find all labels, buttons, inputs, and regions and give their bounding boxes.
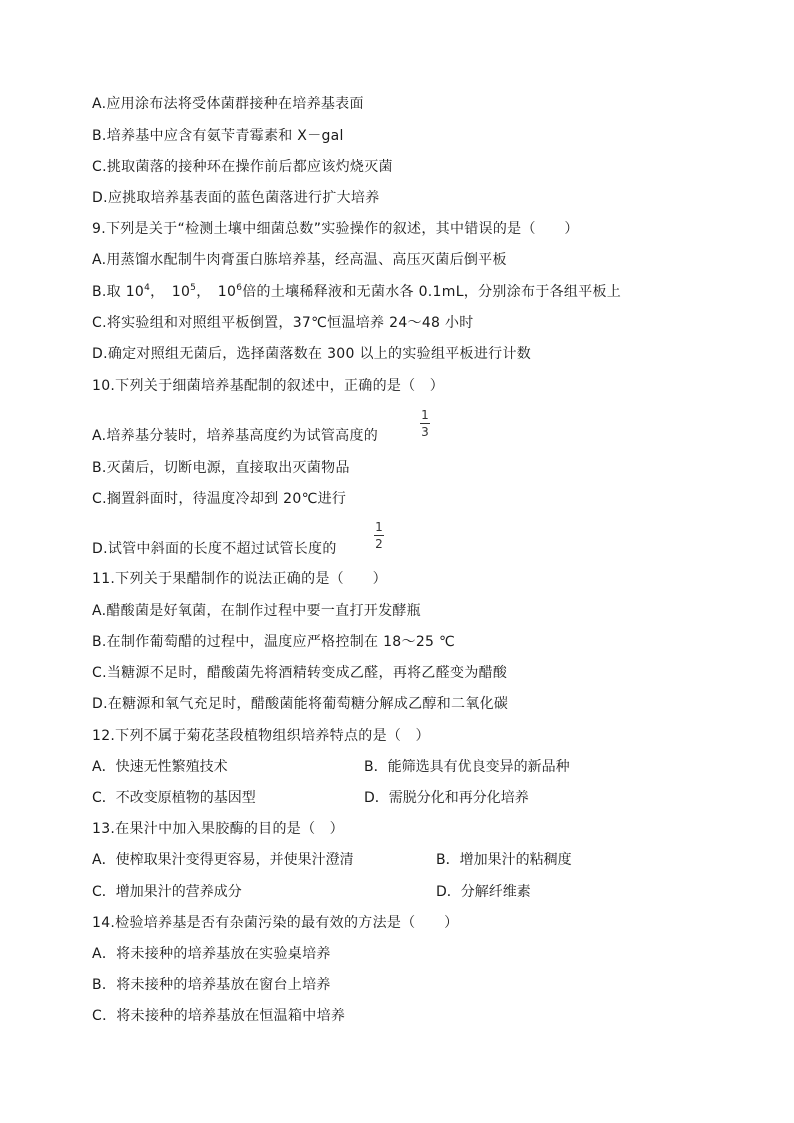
option-12d: D．需脱分化和再分化培养 <box>364 790 529 806</box>
options-13-row2 <box>92 883 531 901</box>
option-10d: D.试管中斜面的长度不超过试管长度的 <box>92 541 337 557</box>
option-10b: B.灭菌后，切断电源，直接取出灭菌物品 <box>92 460 350 476</box>
option-9b-part1: B.取 10 <box>92 284 145 300</box>
option-12c: C．不改变原植物的基因型 <box>92 790 256 806</box>
option-9d: D.确定对照组无菌后，选择菌落数在 300 以上的实验组平板进行计数 <box>92 346 532 362</box>
option-8d: D.应挑取培养基表面的蓝色菌落进行扩大培养 <box>92 190 380 206</box>
option-9b-part2: ， 10 <box>150 284 191 300</box>
fraction-numerator: 1 <box>375 520 383 534</box>
exponent-5: 5 <box>190 283 197 293</box>
option-9b-part4: 倍的土壤稀释液和无菌水各 0.1mL，分别涂布于各组平板上 <box>242 284 622 300</box>
option-9b-part3: ， 10 <box>196 284 237 300</box>
fraction-denominator: 3 <box>421 425 429 439</box>
option-11c: C.当糖源不足时，醋酸菌先将酒精转变成乙醛，再将乙醛变为醋酸 <box>92 665 508 681</box>
option-13b: B．增加果汁的粘稠度 <box>436 852 572 868</box>
option-8b: B.培养基中应含有氨苄青霉素和 X－gal <box>92 128 344 144</box>
fraction-one-half <box>374 520 384 551</box>
option-13a: A．使榨取果汁变得更容易，并使果汁澄清 <box>92 852 354 868</box>
option-11a: A.醋酸菌是好氧菌，在制作过程中要一直打开发酵瓶 <box>92 603 421 619</box>
fraction-numerator: 1 <box>421 408 429 422</box>
question-13: 13.在果汁中加入果胶酶的目的是（ ） <box>92 821 344 837</box>
option-13d: D．分解纤维素 <box>436 884 531 900</box>
options-13-row1 <box>92 851 572 869</box>
option-11b: B.在制作葡萄醋的过程中，温度应严格控制在 18～25 ℃ <box>92 634 456 650</box>
option-13c: C．增加果汁的营养成分 <box>92 884 242 900</box>
option-14b: B．将未接种的培养基放在窗台上培养 <box>92 977 331 993</box>
question-9: 9.下列是关于“检测土壤中细菌总数”实验操作的叙述，其中错误的是（ ） <box>92 221 579 237</box>
option-12b: B．能筛选具有优良变异的新品种 <box>364 759 570 775</box>
exponent-6: 6 <box>236 283 243 293</box>
option-9c: C.将实验组和对照组平板倒置，37℃恒温培养 24～48 小时 <box>92 315 474 331</box>
options-12-row2 <box>92 789 529 807</box>
fraction-bar <box>420 423 430 424</box>
option-9a: A.用蒸馏水配制牛肉膏蛋白胨培养基，经高温、高压灭菌后倒平板 <box>92 252 507 268</box>
fraction-denominator: 2 <box>375 537 383 551</box>
fraction-one-third <box>420 408 430 439</box>
option-10a: A.培养基分装时，培养基高度约为试管高度的 <box>92 428 379 444</box>
option-12a: A．快速无性繁殖技术 <box>92 759 228 775</box>
fraction-bar <box>374 535 384 536</box>
option-11d: D.在糖源和氧气充足时，醋酸菌能将葡萄糖分解成乙醇和二氧化碳 <box>92 696 509 712</box>
question-10: 10.下列关于细菌培养基配制的叙述中，正确的是（ ） <box>92 378 445 394</box>
exponent-4: 4 <box>144 283 151 293</box>
option-8c: C.挑取菌落的接种环在操作前后都应该灼烧灭菌 <box>92 159 393 175</box>
option-9b <box>92 283 621 301</box>
question-11: 11.下列关于果醋制作的说法正确的是（ ） <box>92 571 387 587</box>
option-14a: A．将未接种的培养基放在实验桌培养 <box>92 946 331 962</box>
question-12: 12.下列不属于菊花茎段植物组织培养特点的是（ ） <box>92 728 430 744</box>
option-10c: C.搁置斜面时，待温度冷却到 20℃进行 <box>92 491 347 507</box>
question-14: 14.检验培养基是否有杂菌污染的最有效的方法是（ ） <box>92 915 459 931</box>
option-14c: C．将未接种的培养基放在恒温箱中培养 <box>92 1008 346 1024</box>
options-12-row1 <box>92 758 570 776</box>
option-8a: A.应用涂布法将受体菌群接种在培养基表面 <box>92 96 364 112</box>
